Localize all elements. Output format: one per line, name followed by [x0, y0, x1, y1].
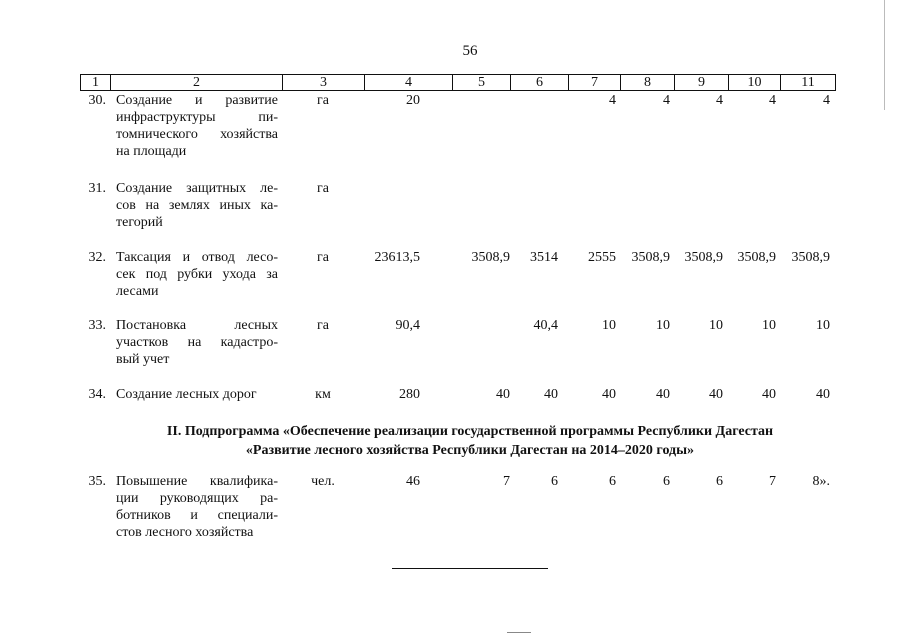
scan-edge-mark — [884, 0, 885, 110]
row-value-col-11: 4 — [823, 93, 830, 108]
subprogram-title-line-1: II. Подпрограмма «Обеспечение реализации государственной программы Республики Дагестан — [166, 424, 774, 439]
row-value-col-5: 40 — [496, 387, 510, 402]
row-value-col-11: 10 — [816, 318, 830, 333]
row-description — [116, 317, 278, 368]
column-header-row — [81, 75, 836, 91]
row-value-col-11: 8». — [812, 474, 830, 489]
row-unit: га — [317, 93, 329, 108]
row-value-col-6: 40 — [544, 387, 558, 402]
row-value-col-6: 40,4 — [533, 318, 558, 333]
row-value-col-9: 40 — [709, 387, 723, 402]
column-header-4: 4 — [365, 75, 453, 91]
row-description-line: сов на землях иных ка- — [116, 198, 278, 213]
row-description — [116, 386, 278, 403]
row-description-line: томнического хозяйства — [116, 127, 278, 142]
row-value-col-10: 40 — [762, 387, 776, 402]
row-description-line: стов лесного хозяйства — [116, 525, 254, 540]
row-description-line: инфраструктуры пи- — [116, 110, 278, 125]
subprogram-title-line-2: «Развитие лесного хозяйства Республики Дагестан на 2014–2020 годы» — [245, 443, 695, 458]
row-value-col-7: 40 — [602, 387, 616, 402]
row-value-col-10: 10 — [762, 318, 776, 333]
column-header-8: 8 — [621, 75, 675, 91]
closing-rule — [392, 568, 548, 569]
row-value-col-11: 40 — [816, 387, 830, 402]
row-number: 31. — [88, 181, 106, 196]
row-value-col-9: 4 — [716, 93, 723, 108]
row-description-line: Создание защитных ле- — [116, 181, 278, 196]
row-description — [116, 180, 278, 231]
row-value-col-7: 10 — [602, 318, 616, 333]
row-value-col-5: 7 — [503, 474, 510, 489]
row-description-line: Повышение квалифика- — [116, 474, 278, 489]
row-description-line: сек под рубки ухода за — [116, 267, 278, 282]
row-value-col-11: 3508,9 — [791, 250, 830, 265]
column-header-10: 10 — [729, 75, 781, 91]
row-description-line: участков на кадастро- — [116, 335, 278, 350]
row-value-col-5: 3508,9 — [471, 250, 510, 265]
page-number: 56 — [462, 43, 478, 59]
row-value-col-6: 6 — [551, 474, 558, 489]
row-value-col-10: 4 — [769, 93, 776, 108]
column-header-7: 7 — [569, 75, 621, 91]
row-number: 30. — [88, 93, 106, 108]
row-description-line: Таксация и отвод лесо- — [116, 250, 278, 265]
row-value-col-8: 10 — [656, 318, 670, 333]
row-description-line: Создание лесных дорог — [116, 387, 257, 402]
row-value-col-8: 40 — [656, 387, 670, 402]
row-description — [116, 249, 278, 300]
row-value-col-6: 3514 — [530, 250, 558, 265]
column-header-1: 1 — [81, 75, 111, 91]
row-description-line: лесами — [116, 284, 159, 299]
row-unit: га — [317, 250, 329, 265]
scan-speck — [507, 632, 531, 633]
row-value-col-9: 6 — [716, 474, 723, 489]
row-number: 32. — [88, 250, 106, 265]
row-value-col-8: 4 — [663, 93, 670, 108]
row-description-line: на площади — [116, 144, 187, 159]
row-value-col-10: 7 — [769, 474, 776, 489]
row-value-col-4: 23613,5 — [374, 250, 420, 265]
row-value-col-8: 6 — [663, 474, 670, 489]
row-description-line: тегорий — [116, 215, 163, 230]
row-value-col-7: 6 — [609, 474, 616, 489]
row-unit: га — [317, 318, 329, 333]
column-header-2: 2 — [111, 75, 283, 91]
row-value-col-4: 90,4 — [395, 318, 420, 333]
row-value-col-9: 10 — [709, 318, 723, 333]
column-header-5: 5 — [453, 75, 511, 91]
row-description — [116, 92, 278, 160]
row-value-col-7: 4 — [609, 93, 616, 108]
column-header-9: 9 — [675, 75, 729, 91]
row-number: 33. — [88, 318, 106, 333]
row-value-col-9: 3508,9 — [684, 250, 723, 265]
row-unit: га — [317, 181, 329, 196]
column-header-11: 11 — [781, 75, 836, 91]
row-value-col-8: 3508,9 — [631, 250, 670, 265]
row-value-col-7: 2555 — [588, 250, 616, 265]
row-description-line: вый учет — [116, 352, 170, 367]
row-description — [116, 473, 278, 541]
row-description-line: Постановка лесных — [116, 318, 278, 333]
row-value-col-4: 20 — [406, 93, 420, 108]
row-value-col-10: 3508,9 — [737, 250, 776, 265]
row-description-line: ботников и специали- — [116, 508, 278, 523]
column-header-3: 3 — [283, 75, 365, 91]
row-number: 35. — [88, 474, 106, 489]
row-value-col-4: 46 — [406, 474, 420, 489]
row-description-line: Создание и развитие — [116, 93, 278, 108]
column-header-6: 6 — [511, 75, 569, 91]
row-unit: чел. — [311, 474, 335, 489]
column-header-table — [80, 74, 836, 91]
row-value-col-4: 280 — [399, 387, 420, 402]
row-description-line: ции руководящих ра- — [116, 491, 278, 506]
row-unit: км — [315, 387, 331, 402]
row-number: 34. — [88, 387, 106, 402]
